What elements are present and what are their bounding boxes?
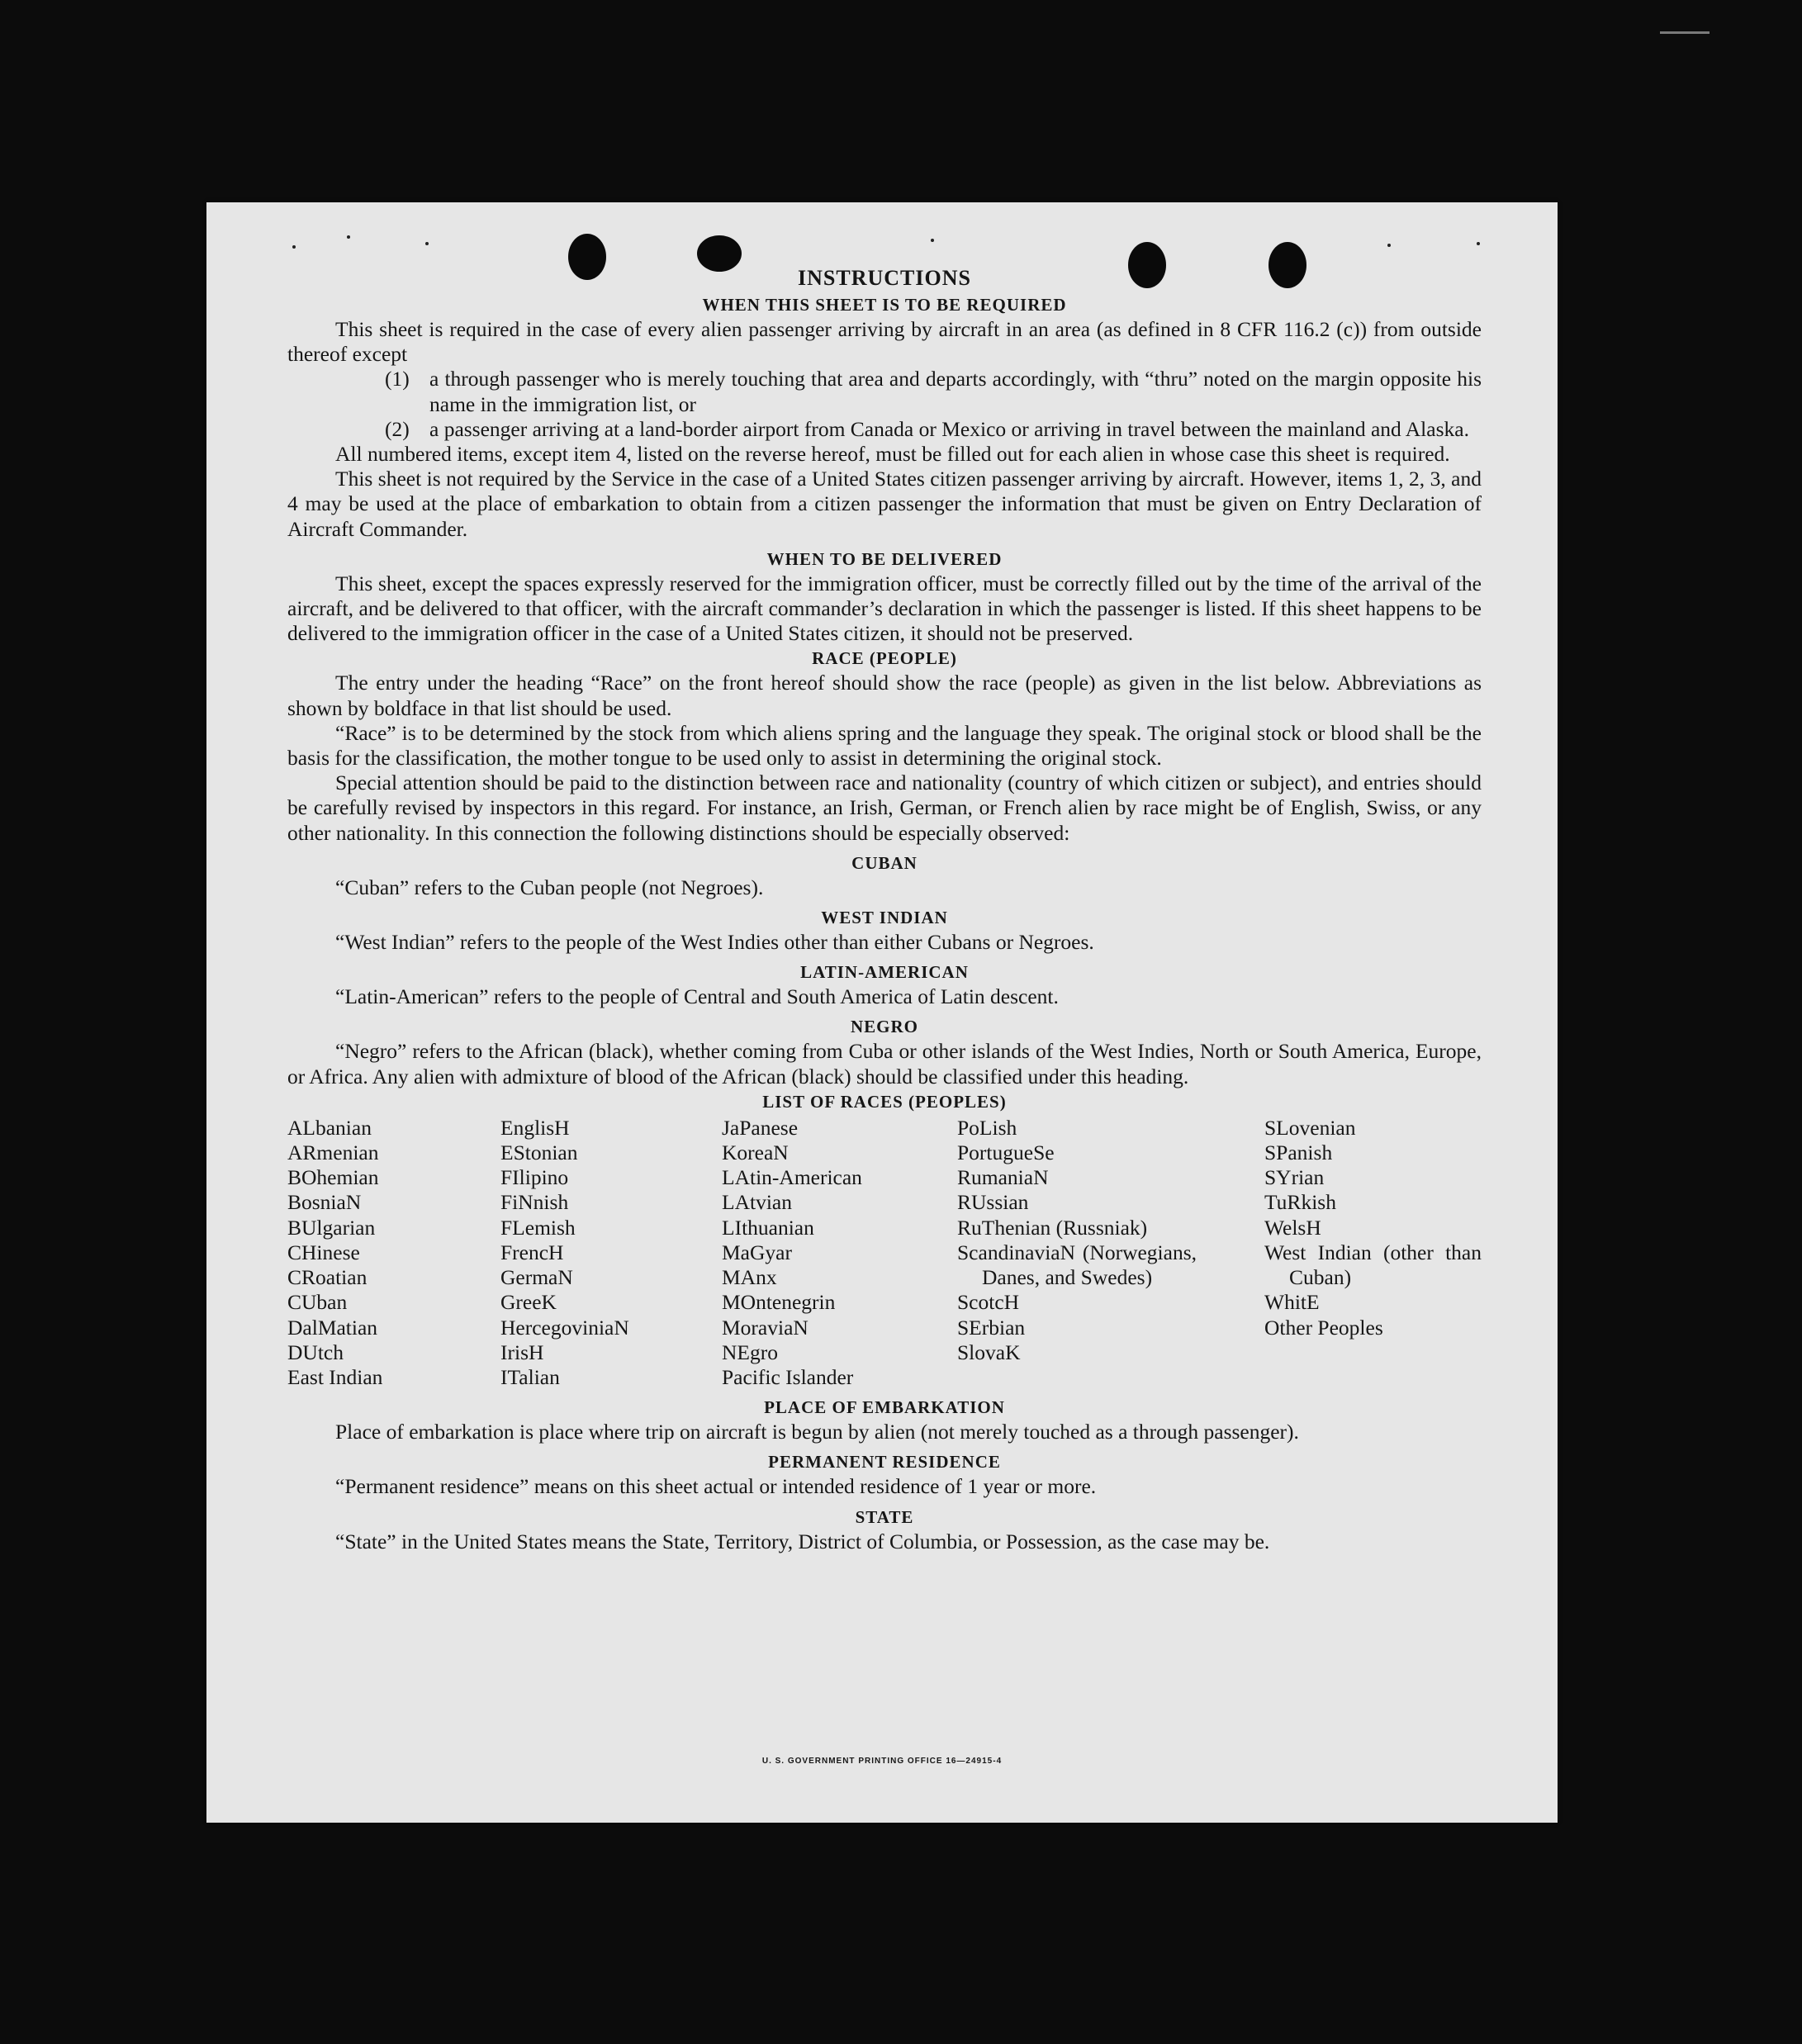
- specks: [1477, 242, 1480, 245]
- race-entry: RuThenian (Russniak): [957, 1215, 1148, 1240]
- race-entry: LIthuanian: [722, 1215, 814, 1240]
- race-entry: BosniaN: [287, 1190, 362, 1215]
- race-entry: FLemish: [500, 1215, 576, 1240]
- specks: [347, 235, 350, 239]
- race-entry: GermaN: [500, 1265, 573, 1290]
- races-list: [287, 1116, 1482, 1390]
- specks: [931, 239, 934, 242]
- race-entry: LAtvian: [722, 1190, 792, 1215]
- race-entry: ITalian: [500, 1364, 560, 1389]
- races-column: [957, 1116, 1264, 1390]
- paragraph: The entry under the heading “Race” on the front hereof should show the race (people) as given in the list below. Abbreviations as shown by boldface in that list should be used.: [287, 671, 1482, 720]
- list-item: [287, 417, 1482, 442]
- heading-race: RACE (PEOPLE): [812, 648, 957, 669]
- race-entry: CRoatian: [287, 1265, 368, 1290]
- race-entry: FiNnish: [500, 1190, 569, 1215]
- specks: [1387, 244, 1391, 247]
- races-column: [500, 1116, 722, 1390]
- instructions-content: [287, 264, 1482, 1554]
- heading-when-delivered: WHEN TO BE DELIVERED: [766, 548, 1003, 569]
- race-entry: IrisH: [500, 1340, 544, 1364]
- document-sheet: [206, 202, 1558, 1823]
- race-entry: MAnx: [722, 1265, 777, 1290]
- race-entry: SlovaK: [957, 1340, 1021, 1364]
- paragraph: Place of embarkation is place where trip on aircraft is begun by alien (not merely touched as a through passenger).: [335, 1420, 1299, 1444]
- race-entry: BUlgarian: [287, 1215, 376, 1240]
- paragraph: “West Indian” refers to the people of the West Indies other than either Cubans or Negroes.: [335, 930, 1094, 955]
- paragraph: “Permanent residence” means on this sheet actual or intended residence of 1 year or more.: [335, 1474, 1097, 1499]
- list-item: [287, 367, 1482, 416]
- race-entry: EStonian: [500, 1141, 578, 1165]
- heading-state: STATE: [855, 1506, 914, 1527]
- item-text: a through passenger who is merely touching that area and departs accordingly, with “thru” noted on the margin opposite his name in the immigration list, or: [429, 367, 1482, 416]
- race-entry: West Indian (other than Cuban): [1264, 1240, 1482, 1290]
- race-entry: SPanish: [1264, 1141, 1333, 1165]
- paragraph: “State” in the United States means the State, Territory, District of Columbia, or Possession, as the case may be.: [335, 1529, 1270, 1553]
- specks: [425, 242, 429, 245]
- race-entry: GreeK: [500, 1290, 557, 1315]
- scan-border-top: [1660, 31, 1710, 34]
- race-entry: RUssian: [957, 1190, 1029, 1215]
- race-entry: Pacific Islander: [722, 1364, 854, 1389]
- paragraph: This sheet, except the spaces expressly reserved for the immigration officer, must be correctly filled out by the time of the arrival of the aircraft, and be delivered to that officer, with the aircraft commander’s declaration in which the passenger is listed. If this sheet happens to be delivered to the immigration officer in the case of a United States citizen, it should not be preserved.: [287, 571, 1482, 646]
- race-entry: DalMatian: [287, 1315, 378, 1340]
- race-entry: Other Peoples: [1264, 1315, 1383, 1340]
- printer-imprint: U. S. GOVERNMENT PRINTING OFFICE 16—24915-4: [761, 1757, 1003, 1766]
- race-entry: KoreaN: [722, 1141, 789, 1165]
- page-title: INSTRUCTIONS: [798, 266, 971, 290]
- race-entry: CUban: [287, 1290, 348, 1315]
- specks: [292, 245, 296, 249]
- heading-permanent-residence: PERMANENT RESIDENCE: [768, 1452, 1001, 1473]
- paragraph: This sheet is required in the case of every alien passenger arriving by aircraft in an area (as defined in 8 CFR 116.2 (c)) from outside thereof except: [287, 317, 1482, 367]
- race-entry: CHinese: [287, 1240, 360, 1264]
- races-column: [287, 1116, 500, 1390]
- race-entry: WhitE: [1264, 1290, 1320, 1315]
- race-entry: NEgro: [722, 1340, 778, 1364]
- paragraph: “Latin-American” refers to the people of Central and South America of Latin descent.: [335, 984, 1059, 1009]
- race-entry: ScandinaviaN (Norwegians, Danes, and Swedes): [957, 1240, 1197, 1290]
- race-entry: MoraviaN: [722, 1315, 809, 1340]
- heading-latin-american: LATIN-AMERICAN: [800, 962, 969, 983]
- race-entry: JaPanese: [722, 1115, 799, 1140]
- race-entry: FrencH: [500, 1240, 564, 1264]
- race-entry: TuRkish: [1264, 1190, 1336, 1215]
- races-column: [722, 1116, 957, 1390]
- race-entry: FIlipino: [500, 1165, 569, 1190]
- paragraph: “Negro” refers to the African (black), whether coming from Cuba or other islands of the West Indies, North or South America, Europe, or Africa. Any alien with admixture of blood of the African (black) should be classified under this heading.: [287, 1039, 1482, 1088]
- paragraph: This sheet is not required by the Service in the case of a United States citizen passenger arriving by aircraft. However, items 1, 2, 3, and 4 may be used at the place of embarkation to obtain from a citizen passenger the information that must be given on Entry Declaration of Aircraft Commander.: [287, 467, 1482, 541]
- paragraph: All numbered items, except item 4, listed on the reverse hereof, must be filled out for each alien in whose case this sheet is required.: [335, 442, 1450, 467]
- race-entry: SLovenian: [1264, 1115, 1356, 1140]
- race-entry: East Indian: [287, 1364, 383, 1389]
- race-entry: ARmenian: [287, 1141, 379, 1165]
- race-entry: RumaniaN: [957, 1165, 1049, 1190]
- race-entry: DUtch: [287, 1340, 344, 1364]
- races-column: [1264, 1116, 1482, 1390]
- item-number: (2): [385, 416, 410, 441]
- item-text: a passenger arriving at a land-border airport from Canada or Mexico or arriving in travel between the mainland and Alaska.: [429, 416, 1469, 441]
- race-entry: WelsH: [1264, 1215, 1321, 1240]
- heading-list-of-races: LIST OF RACES (PEOPLES): [762, 1091, 1007, 1112]
- paragraph: “Race” is to be determined by the stock from which aliens spring and the language they speak. The original stock or blood shall be the basis for the classification, the mother tongue to be used only to assist in determining the original stock.: [287, 720, 1482, 771]
- race-entry: HercegoviniaN: [500, 1315, 629, 1340]
- race-entry: MOntenegrin: [722, 1290, 836, 1315]
- race-entry: ScotcH: [957, 1290, 1020, 1315]
- heading-embarkation: PLACE OF EMBARKATION: [764, 1397, 1005, 1418]
- paragraph: Special attention should be paid to the distinction between race and nationality (country of which citizen or subject), and entries should be carefully revised by inspectors in this regard. For instance, an Irish, German, or French alien by race might be of English, Swiss, or any other nationality. In this connection the following distinctions should be especially observed:: [287, 771, 1482, 845]
- race-entry: PortugueSe: [957, 1141, 1055, 1165]
- race-entry: PoLish: [957, 1115, 1017, 1140]
- race-entry: SErbian: [957, 1315, 1026, 1340]
- race-entry: LAtin-American: [722, 1165, 862, 1190]
- heading-cuban: CUBAN: [851, 852, 918, 873]
- item-number: (1): [385, 367, 410, 391]
- race-entry: EnglisH: [500, 1115, 570, 1140]
- race-entry: SYrian: [1264, 1165, 1325, 1190]
- heading-negro: NEGRO: [850, 1017, 918, 1037]
- paragraph: “Cuban” refers to the Cuban people (not Negroes).: [335, 875, 764, 899]
- race-entry: ALbanian: [287, 1115, 372, 1140]
- heading-when-required: WHEN THIS SHEET IS TO BE REQUIRED: [702, 295, 1067, 315]
- heading-west-indian: WEST INDIAN: [821, 908, 948, 928]
- race-entry: BOhemian: [287, 1165, 379, 1190]
- race-entry: MaGyar: [722, 1240, 792, 1264]
